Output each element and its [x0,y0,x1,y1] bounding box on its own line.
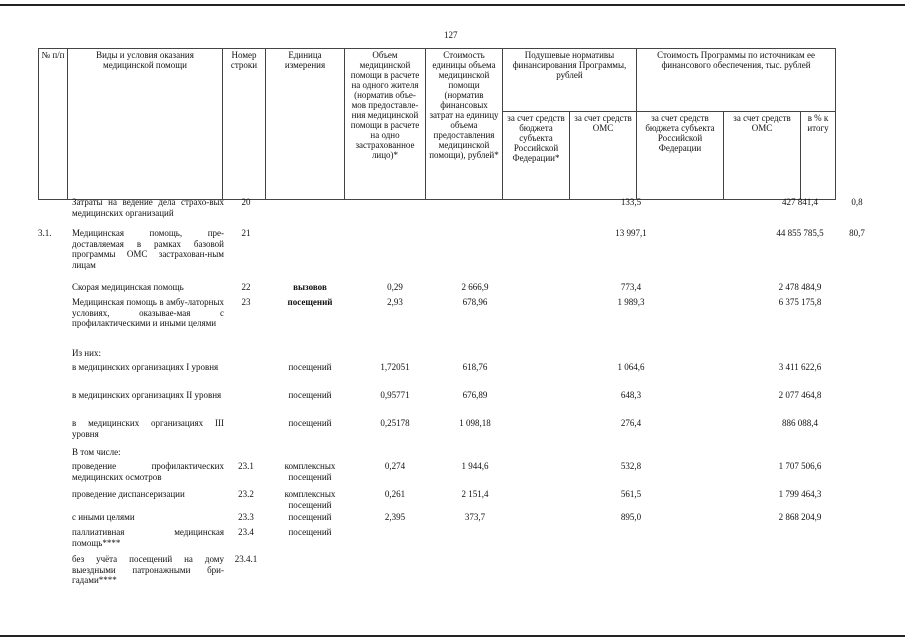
cell-cost: 678,96 [462,297,488,307]
cell-vol: 0,95771 [380,390,410,400]
cell-omsrc: 427 841,4 [782,197,818,207]
cell-code: 22 [241,282,251,292]
cell-cost: 2 666,9 [461,282,489,292]
cell-name: проведение профилактических медицинских осмотров [72,461,224,482]
header-program-cost: Стоимость Программы по источникам ее финансового обеспечения, тыс. рублей [637,49,836,112]
cell-vol: 0,29 [387,282,403,292]
cell-oms: 532,8 [620,461,642,471]
cell-unit: посещений [288,390,332,400]
header-program-pct: в % к итогу [801,112,836,200]
cell-vol: 1,72051 [380,362,410,372]
cell-oms: 1 064,6 [617,362,645,372]
header-table [38,48,836,200]
cell-code: 23.3 [238,512,254,522]
cell-omsrc: 44 855 785,5 [776,228,824,238]
top-border [0,4,905,6]
cell-name: паллиативная медицинская помощь**** [72,527,224,548]
cell-name: Из них: [72,348,101,358]
cell-oms: 773,4 [620,282,642,292]
cell-num: 3.1. [38,228,52,238]
cell-unit: посещений [288,527,332,537]
cell-omsrc: 2 868 204,9 [778,512,822,522]
cell-vol: 2,395 [384,512,406,522]
cell-name: проведение диспансеризации [72,489,185,499]
cell-code: 23 [241,297,251,307]
cell-code: 21 [241,228,251,238]
header-program-oms: за счет средств ОМС [724,112,801,200]
cell-pct: 80,7 [849,228,865,238]
cell-code: 23.1 [238,461,254,471]
cell-vol: 0,274 [384,461,406,471]
cell-unit: вызовов [293,282,327,292]
cell-name: Медицинская помощь, пре-доставляемая в рамках базовой программы ОМС застрахован-ным лицам [72,228,224,270]
cell-cost: 676,89 [462,390,488,400]
header-per-capita-oms: за счет средств ОМС [570,112,637,200]
cell-unit: комплексных посещений [284,461,336,482]
cell-name: с иными целями [72,512,135,522]
cell-name: В том числе: [72,447,121,457]
page-number: 127 [444,30,458,40]
header-cost: Стоимость единицы объема медицинской помощи (норматив финансовых затрат на единицу объема предоставления медицинской помощи), рублей* [426,49,503,200]
cell-code: 23.2 [238,489,254,499]
cell-omsrc: 2 478 484,9 [778,282,822,292]
cell-cost: 2 151,4 [461,489,489,499]
cell-vol: 0,25178 [380,418,410,428]
header-per-capita: Подушевые нормативы финансирования Программы, рублей [503,49,637,112]
cell-name: Затраты на ведение дела страхо-вых медицинских организаций [72,197,224,218]
cell-name: в медицинских организациях II уровня [72,390,222,400]
cell-omsrc: 3 411 622,6 [778,362,822,372]
cell-code: 23.4 [238,527,254,537]
cell-vol: 0,261 [384,489,406,499]
cell-cost: 373,7 [464,512,486,522]
cell-omsrc: 1 799 464,3 [778,489,822,499]
cell-unit: посещений [288,512,332,522]
cell-code: 20 [241,197,251,207]
cell-omsrc: 6 375 175,8 [778,297,822,307]
cell-name: без учёта посещений на дому выездными патронажными бри-гадами**** [72,554,224,585]
header-row-no: Номер строки [223,49,266,200]
cell-omsrc: 2 077 464,8 [778,390,822,400]
header-kind: Виды и условия оказания медицинской помощи [68,49,223,200]
header-program-budget: за счет средств бюджета субъекта Российской Федерации [637,112,724,200]
cell-cost: 1 098,18 [459,418,491,428]
cell-oms: 133,5 [620,197,642,207]
cell-vol: 2,93 [387,297,403,307]
cell-name: Медицинская помощь в амбу-латорных условиях, оказывае-мая с профилактическими и иными целями [72,297,224,328]
cell-oms: 13 997,1 [615,228,647,238]
header-unit: Единица измерения [266,49,345,200]
cell-name: в медицинских организациях I уровня [72,362,219,372]
cell-oms: 895,0 [620,512,642,522]
bottom-border [0,635,905,637]
header-volume: Объем медицинской помощи в расчете на одного жителя (норматив объе-мов предоставле-ния медицинской помощи в расчете на одно застрахованное лицо)* [345,49,426,200]
cell-oms: 648,3 [620,390,642,400]
cell-cost: 618,76 [462,362,488,372]
cell-omsrc: 886 088,4 [782,418,818,428]
cell-cost: 1 944,6 [461,461,489,471]
cell-code: 23.4.1 [234,554,258,564]
cell-oms: 1 989,3 [617,297,645,307]
header-per-capita-budget: за счет средств бюджета субъекта Российской Федерации* [503,112,570,200]
cell-unit: посещений [288,362,332,372]
cell-oms: 561,5 [620,489,642,499]
cell-unit: комплексных посещений [284,489,336,510]
cell-unit: посещений [287,297,333,307]
cell-name: Скорая медицинская помощь [72,282,184,292]
cell-unit: посещений [288,418,332,428]
cell-name: в медицинских организациях III уровня [72,418,224,439]
cell-omsrc: 1 707 506,6 [778,461,822,471]
cell-oms: 276,4 [620,418,642,428]
header-num: № п/п [39,49,68,200]
cell-pct: 0,8 [851,197,863,207]
